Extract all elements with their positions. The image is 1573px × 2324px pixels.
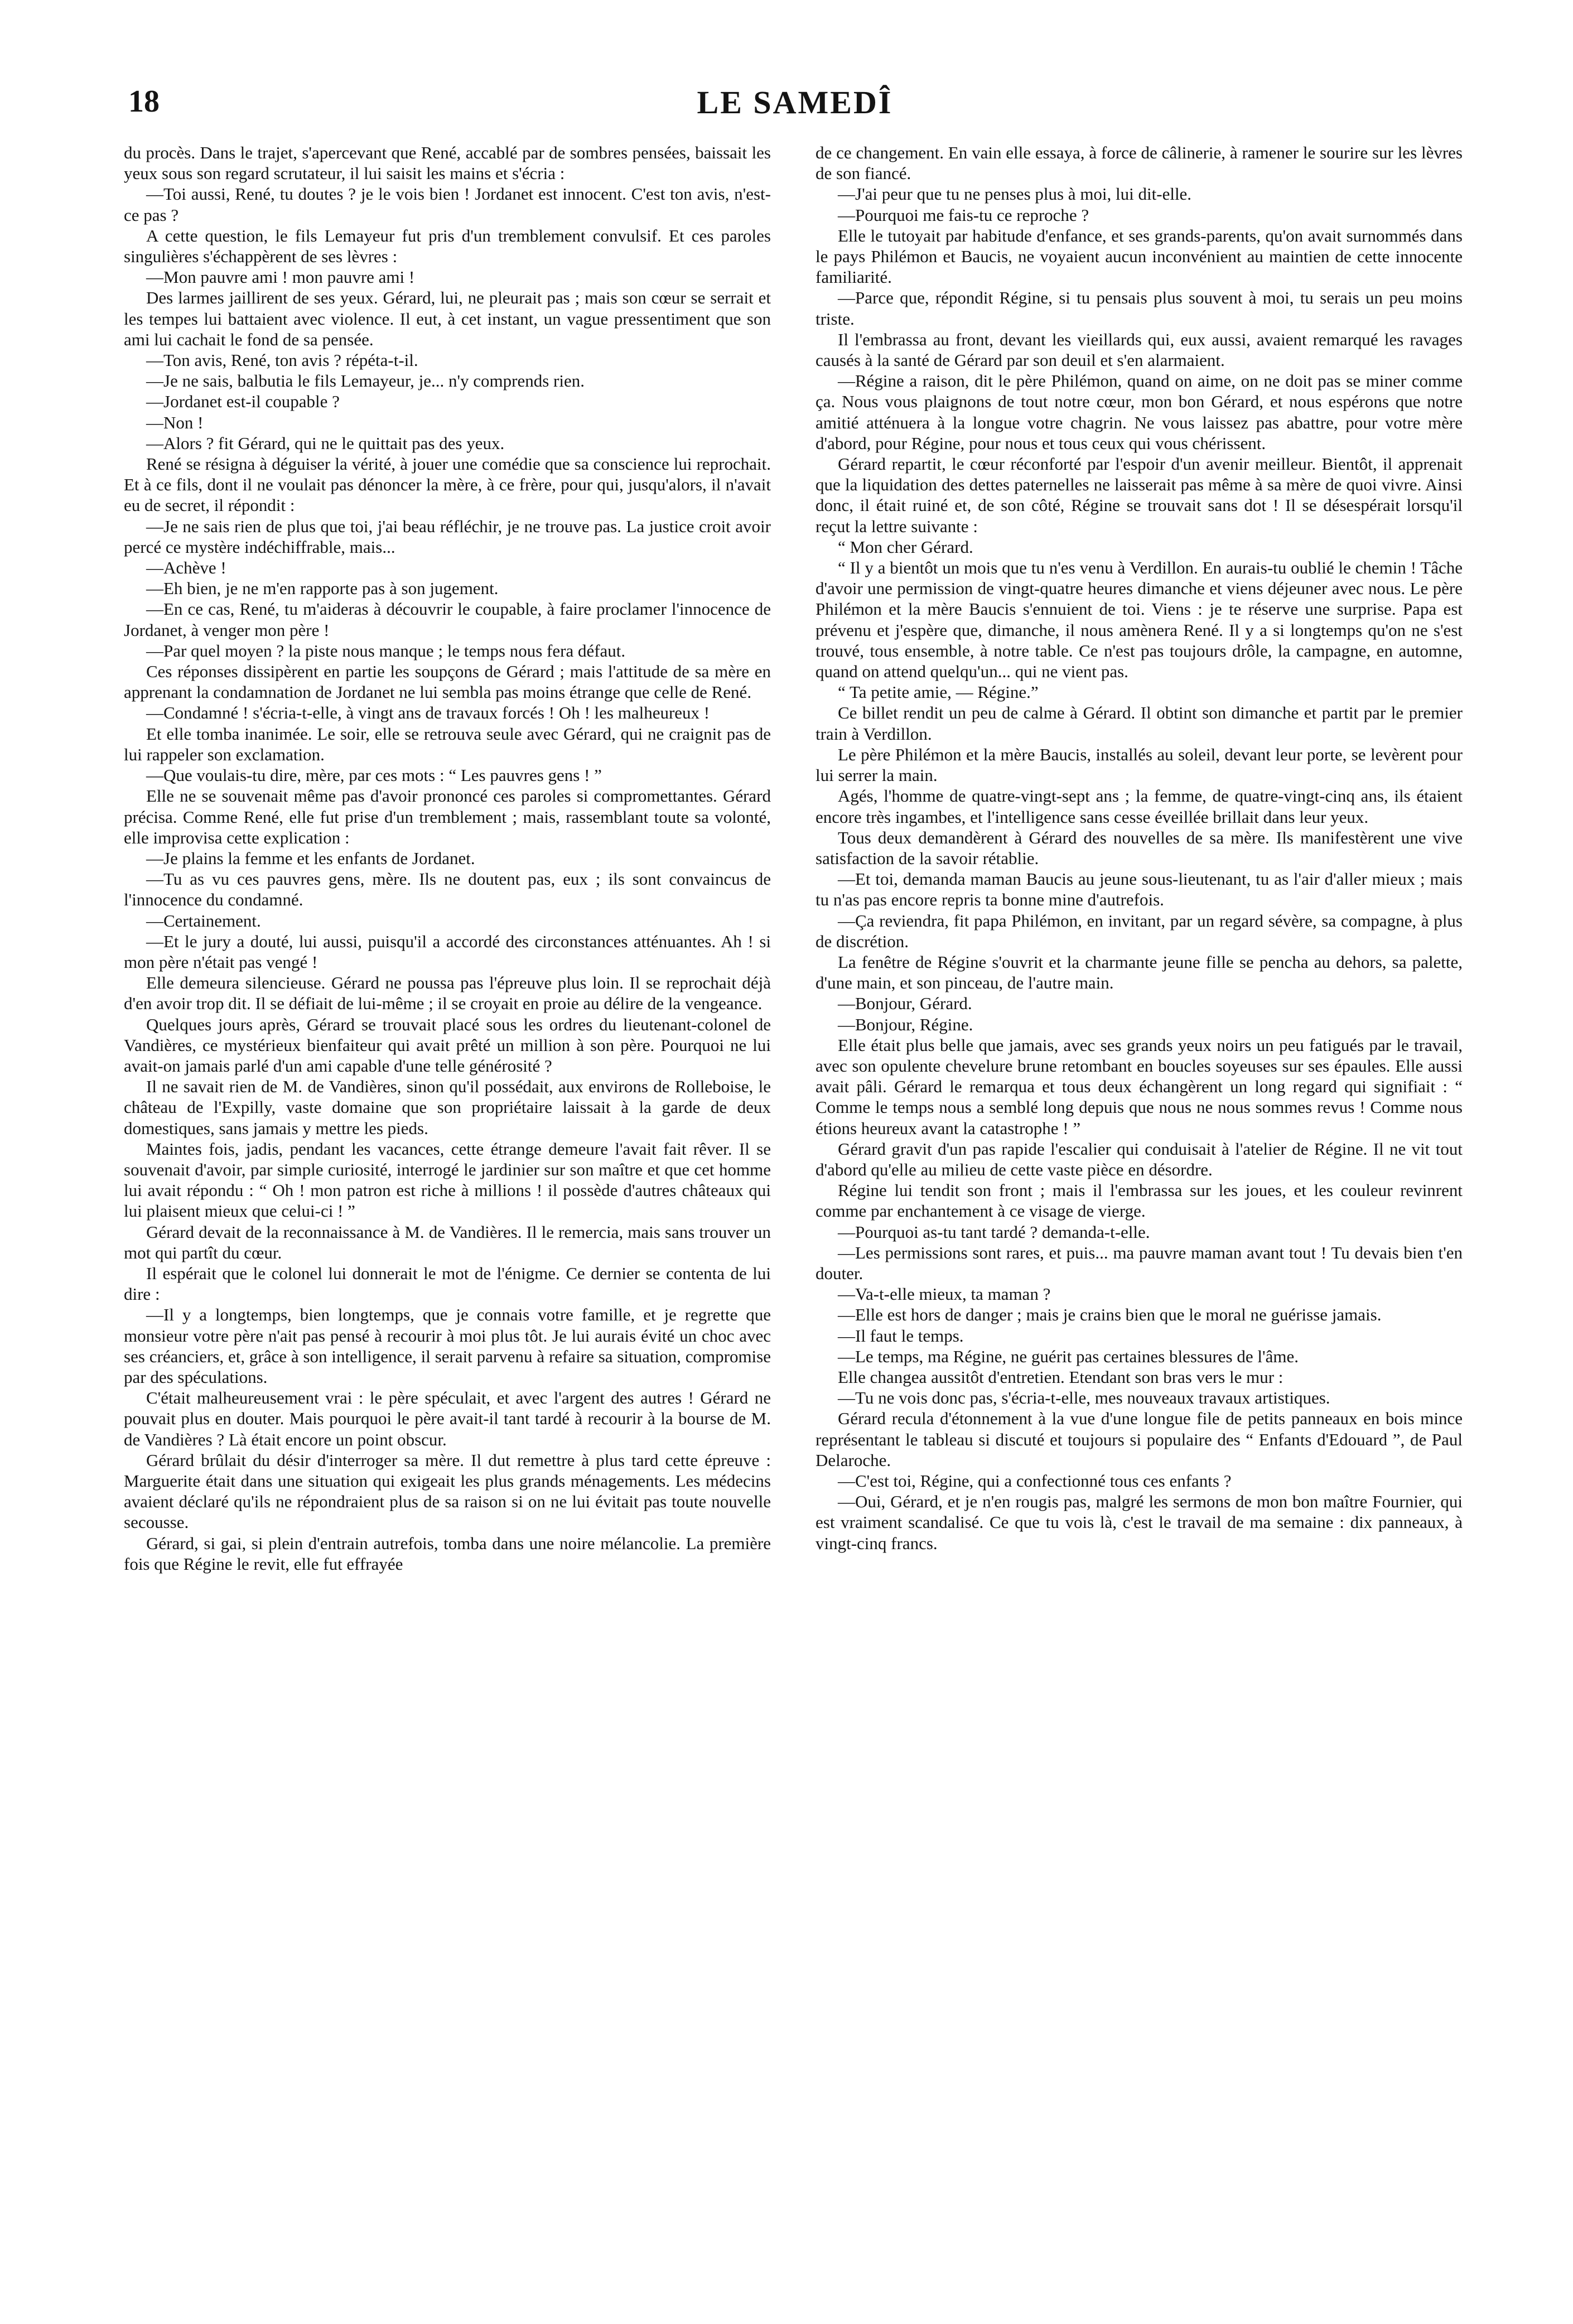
paragraph: —Il y a longtemps, bien longtemps, que je connais votre famille, et je regrette que monsieur votre père n'ait pas pensé à recourir à moi plus tôt. Je lui aurais évité un choc avec ses créanciers, et, grâce à son intelligence, il serait parvenu à refaire sa situation, compromise par des spéculations. — [124, 1305, 771, 1387]
paragraph: —Je ne sais rien de plus que toi, j'ai beau réfléchir, je ne trouve pas. La justice croit avoir percé ce mystère indéchiffrable, mais... — [124, 516, 771, 557]
paragraph: Il l'embrassa au front, devant les vieillards qui, eux aussi, avaient remarqué les ravages causés à la santé de Gérard par son deuil et s'en alarmaient. — [816, 329, 1463, 370]
paragraph: Elle changea aussitôt d'entretien. Etendant son bras vers le mur : — [838, 1367, 1284, 1387]
paragraph: —Et le jury a douté, lui aussi, puisqu'il a accordé des circonstances atténuantes. Ah ! si mon père n'était pas vengé ! — [124, 931, 771, 972]
paragraph: René se résigna à déguiser la vérité, à jouer une comédie que sa conscience lui reprochait. Et à ce fils, dont il ne voulait pas dénoncer la mère, à ce frère, pour qui, jusqu'alors, il n'avait eu de secret, il répondit : — [124, 454, 771, 515]
paragraph: —Elle est hors de danger ; mais je crains bien que le moral ne guérisse jamais. — [838, 1305, 1382, 1325]
paragraph: Gérard recula d'étonnement à la vue d'une longue file de petits panneaux en bois mince représentant le tableau si discuté et toujours si populaire des “ Enfants d'Edouard ”, de Paul Delaroche. — [816, 1409, 1463, 1470]
paragraph: Gérard, si gai, si plein d'entrain autrefois, tomba dans une noire mélancolie. La première fois que Régine le revit, elle fut effrayée — [124, 1533, 771, 1574]
paragraph: Agés, l'homme de quatre-vingt-sept ans ; la femme, de quatre-vingt-cinq ans, ils étaient encore très ingambes, et l'intelligence sans cesse éveillée brillait dans leur yeux. — [816, 786, 1463, 827]
paragraph: —Jordanet est-il coupable ? — [146, 392, 340, 412]
paragraph: —Certainement. — [146, 910, 261, 930]
paragraph: Elle ne se souvenait même pas d'avoir prononcé ces paroles si compromettantes. Gérard précisa. Comme René, elle fut prise d'un tremblement ; mais, rassemblant toute sa volonté, elle improvisa cette explication : — [124, 786, 771, 847]
paragraph: Et elle tomba inanimée. Le soir, elle se retrouva seule avec Gérard, qui ne craignit pas de lui rappeler son exclamation. — [124, 724, 771, 764]
paragraph: —Pourquoi me fais-tu ce reproche ? — [838, 205, 1089, 225]
journal-title: LE SAMEDÎ — [697, 84, 893, 120]
paragraph: Gérard devait de la reconnaissance à M. de Vandières. Il le remercia, mais sans trouver un mot qui partît du cœur. — [124, 1222, 771, 1262]
paragraph: —Pourquoi as-tu tant tardé ? demanda-t-elle. — [838, 1222, 1150, 1242]
paragraph: —Je ne sais, balbutia le fils Lemayeur, je... n'y comprends rien. — [146, 371, 585, 391]
right-column — [816, 142, 1463, 1554]
paragraph: Des larmes jaillirent de ses yeux. Gérard, lui, ne pleurait pas ; mais son cœur se serrait et les tempes lui battaient avec violence. Il eut, à cet instant, un vague pressentiment que son ami lui cachait le fond de sa pensée. — [124, 288, 771, 349]
paragraph: de ce changement. En vain elle essaya, à force de câlinerie, à ramener le sourire sur les lèvres de son fiancé. — [816, 143, 1463, 184]
paragraph: —Va-t-elle mieux, ta maman ? — [838, 1284, 1051, 1304]
paragraph: —Tu ne vois donc pas, s'écria-t-elle, mes nouveaux travaux artistiques. — [838, 1388, 1330, 1408]
page-header — [128, 84, 1461, 128]
paragraph: Elle demeura silencieuse. Gérard ne poussa pas l'épreuve plus loin. Il se reprochait déjà d'en avoir trop dit. Il se défiait de lui-même ; il se croyait en proie au délire de la vengeance. — [124, 973, 771, 1014]
paragraph: —C'est toi, Régine, qui a confectionné tous ces enfants ? — [838, 1471, 1232, 1491]
paragraph: —Tu as vu ces pauvres gens, mère. Ils ne doutent pas, eux ; ils sont convaincus de l'innocence du condamné. — [124, 869, 771, 910]
paragraph: Gérard repartit, le cœur réconforté par l'espoir d'un avenir meilleur. Bientôt, il apprenait que la liquidation des dettes paternelles ne laisserait pas même à sa mère de quoi vivre. Ainsi donc, il était ruiné et, de son côté, Régine se trouvait sans dot ! Il se désespérait lorsqu'il reçut la lettre suivante : — [816, 454, 1463, 536]
paragraph: Gérard gravit d'un pas rapide l'escalier qui conduisait à l'atelier de Régine. Il ne vit tout d'abord qu'elle au milieu de cette vaste pièce en désordre. — [816, 1139, 1463, 1179]
paragraph: “ Ta petite amie, — Régine.” — [838, 682, 1039, 702]
paragraph: Maintes fois, jadis, pendant les vacances, cette étrange demeure l'avait fait rêver. Il se souvenait d'avoir, par simple curiosité, interrogé le jardinier sur son maître et que cet homme lui avait répondu : “ Oh ! mon patron est riche à millions ! il possède d'autres châteaux qui lui plaisent mieux que celui-ci ! ” — [124, 1139, 771, 1221]
paragraph: —Toi aussi, René, tu doutes ? je le vois bien ! Jordanet est innocent. C'est ton avis, n'est-ce pas ? — [124, 184, 771, 225]
paragraph: —Alors ? fit Gérard, qui ne le quittait pas des yeux. — [146, 433, 505, 453]
paragraph: —Et toi, demanda maman Baucis au jeune sous-lieutenant, tu as l'air d'aller mieux ; mais tu n'as pas encore repris ta bonne mine d'autrefois. — [816, 869, 1463, 910]
paragraph: —Condamné ! s'écria-t-elle, à vingt ans de travaux forcés ! Oh ! les malheureux ! — [146, 703, 710, 723]
paragraph: Ces réponses dissipèrent en partie les soupçons de Gérard ; mais l'attitude de sa mère en apprenant la condamnation de Jordanet ne lui sembla pas moins étrange que celle de René. — [124, 662, 771, 702]
paragraph: —Bonjour, Régine. — [838, 1014, 973, 1034]
paragraph: Il ne savait rien de M. de Vandières, sinon qu'il possédait, aux environs de Rolleboise, le château de l'Expilly, vaste domaine que son propriétaire laissait à la garde de deux domestiques, sans jamais y mettre les pieds. — [124, 1077, 771, 1138]
page-number: 18 — [128, 84, 160, 119]
paragraph: —Non ! — [146, 412, 204, 432]
paragraph: —Oui, Gérard, et je n'en rougis pas, malgré les sermons de mon bon maître Fournier, qui est vraiment scandalisé. Ce que tu vois là, c'est le travail de ma semaine : dix panneaux, à vingt-cinq francs. — [816, 1492, 1463, 1553]
paragraph: —Que voulais-tu dire, mère, par ces mots : “ Les pauvres gens ! ” — [146, 765, 602, 785]
paragraph: —Ça reviendra, fit papa Philémon, en invitant, par un regard sévère, sa compagne, à plus de discrétion. — [816, 910, 1463, 951]
paragraph: —J'ai peur que tu ne penses plus à moi, lui dit-elle. — [838, 184, 1192, 204]
paragraph: —En ce cas, René, tu m'aideras à découvrir le coupable, à faire proclamer l'innocence de Jordanet, à venger mon père ! — [124, 599, 771, 640]
paragraph: —Par quel moyen ? la piste nous manque ; le temps nous fera défaut. — [146, 640, 626, 660]
paragraph: —Je plains la femme et les enfants de Jordanet. — [146, 848, 475, 868]
paragraph: “ Mon cher Gérard. — [838, 537, 973, 557]
paragraph: Gérard brûlait du désir d'interroger sa mère. Il dut remettre à plus tard cette épreuve : Marguerite était dans une situation qui exigeait les plus grands ménagements. Les médecins avaient déclaré qu'ils ne répondraient plus de sa raison si on ne lui évitait pas toute nouvelle secousse. — [124, 1450, 771, 1532]
paragraph: —Parce que, répondit Régine, si tu pensais plus souvent à moi, tu serais un peu moins triste. — [816, 288, 1463, 329]
paragraph: —Achève ! — [146, 558, 226, 578]
paragraph: Régine lui tendit son front ; mais il l'embrassa sur les joues, et les couleur revinrent comme par enchantement à ce visage de vierge. — [816, 1180, 1463, 1221]
paragraph: Elle le tutoyait par habitude d'enfance, et ses grands-parents, qu'on avait surnommés dans le pays Philémon et Baucis, ne voyaient aucun inconvénient au maintien de cette innocente familiarité. — [816, 225, 1463, 287]
paragraph: Il espérait que le colonel lui donnerait le mot de l'énigme. Ce dernier se contenta de lui dire : — [124, 1263, 771, 1304]
paragraph: Elle était plus belle que jamais, avec ses grands yeux noirs un peu fatigués par le travail, avec son opulente chevelure brune retombant en boucles soyeuses sur ses épaules. Elle aussi avait pâli. Gérard le remarqua et tous deux échangèrent un long regard qui signifiait : “ Comme le temps nous a semblé long depuis que nous ne nous sommes revus ! Comme nous étions heureux avant la catastrophe ! ” — [816, 1035, 1463, 1138]
paragraph: Ce billet rendit un peu de calme à Gérard. Il obtint son dimanche et partit par le premier train à Verdillon. — [816, 703, 1463, 744]
paragraph: —Les permissions sont rares, et puis... ma pauvre maman avant tout ! Tu devais bien t'en douter. — [816, 1242, 1463, 1283]
paragraph: —Eh bien, je ne m'en rapporte pas à son jugement. — [146, 578, 499, 599]
paragraph: —Bonjour, Gérard. — [838, 994, 972, 1014]
paragraph: Tous deux demandèrent à Gérard des nouvelles de sa mère. Ils manifestèrent une vive satisfaction de la savoir rétablie. — [816, 827, 1463, 868]
paragraph: La fenêtre de Régine s'ouvrit et la charmante jeune fille se pencha au dehors, sa palette, d'une main, et son pinceau, de l'autre main. — [816, 952, 1463, 993]
paragraph: —Régine a raison, dit le père Philémon, quand on aime, on ne doit pas se miner comme ça. Nous vous plaignons de tout notre cœur, mon bon Gérard, et nous espérons que notre amitié atténuera à la longue votre chagrin. Ne vous laissez pas abattre, pour votre mère d'abord, pour Régine, pour nous et tous ceux qui vous chérissent. — [816, 371, 1463, 453]
paragraph: —Il faut le temps. — [838, 1325, 964, 1346]
paragraph: du procès. Dans le trajet, s'apercevant que René, accablé par de sombres pensées, baissait les yeux sous son regard scrutateur, il lui saisit les mains et s'écria : — [124, 143, 771, 184]
paragraph: —Le temps, ma Régine, ne guérit pas certaines blessures de l'âme. — [838, 1346, 1299, 1366]
paragraph: Quelques jours après, Gérard se trouvait placé sous les ordres du lieutenant-colonel de Vandières, ce mystérieux bienfaiteur qui avait prêté un million à son père. Pourquoi ne lui avait-on jamais parlé d'un ami capable d'une telle générosité ? — [124, 1014, 771, 1076]
paragraph: —Mon pauvre ami ! mon pauvre ami ! — [146, 267, 415, 287]
left-column — [124, 142, 771, 1574]
paragraph: A cette question, le fils Lemayeur fut pris d'un tremblement convulsif. Et ces paroles singulières s'échappèrent de ses lèvres : — [124, 225, 771, 267]
paragraph: C'était malheureusement vrai : le père spéculait, et avec l'argent des autres ! Gérard ne pouvait plus en douter. Mais pourquoi le père avait-il tant tardé à recourir à la bourse de M. de Vandières ? Là était encore un point obscur. — [124, 1388, 771, 1449]
paragraph: —Ton avis, René, ton avis ? répéta-t-il. — [146, 350, 418, 370]
paragraph: Le père Philémon et la mère Baucis, installés au soleil, devant leur porte, se levèrent pour lui serrer la main. — [816, 744, 1463, 785]
paragraph: “ Il y a bientôt un mois que tu n'es venu à Verdillon. En aurais-tu oublié le chemin ! Tâche d'avoir une permission de vingt-quatre heures dimanche et viens déjeuner avec nous. Le père Philémon et la mère Baucis s'ennuient de toi. Viens : je te réserve une surprise. Papa est prévenu et j'espère que, dimanche, il nous amènera René. Il y a si longtemps qu'on ne s'est trouvé, tous ensemble, à notre table. Ce n'est pas toujours drôle, la campagne, en automne, quand on attend quelqu'un... qui ne vient pas. — [816, 558, 1463, 682]
